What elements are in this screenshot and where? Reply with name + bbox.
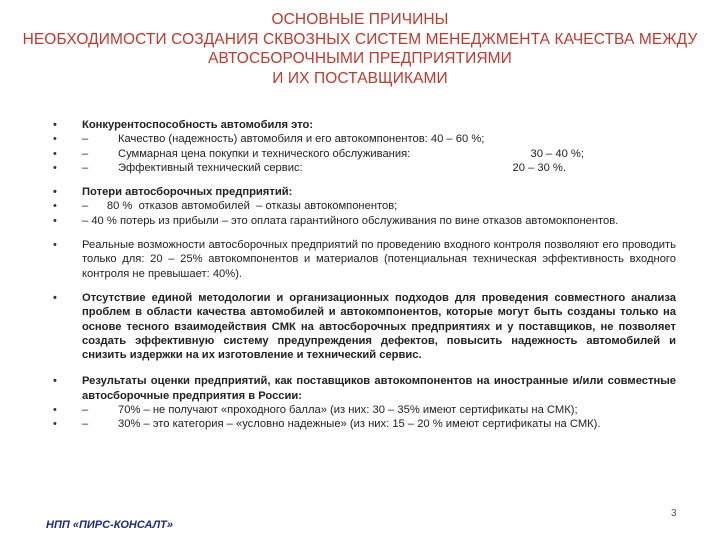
block-supplier-results [46,374,676,431]
dash-marker: • – [82,161,89,174]
competitiveness-heading: • Конкурентоспособность автомобиля это: [46,118,676,132]
losses-heading: • Потери автосборочных предприятий: [46,185,676,199]
block-losses [46,185,676,228]
list-item [46,147,676,161]
item-text: Эффективный технический сервис: [118,161,303,174]
slide-content [46,118,676,442]
title-line-4: И ИХ ПОСТАВЩИКАМИ [272,69,448,87]
item-text: Качество (надежность) автомобиля и его автокомпонентов: 40 – 60 %; [118,133,485,146]
page-number: 3 [671,508,677,519]
incoming-control-text: • Реальные возможности автосборочных предприятий по проведению входного контроля позволяют его проводить только для: 20 – 25% автокомпонентов и материалов (потенциальная техническая эффективность входного контроля не превышает: 40%). [46,238,676,281]
list-item [46,161,676,175]
list-item: • – 80 % отказов автомобилей – отказы автокомпонентов; [46,199,676,213]
item-value: 30 – 40 %; [530,147,584,160]
supplier-results-heading: • Результаты оценки предприятий, как поставщиков автокомпонентов на иностранные и/или совместные автосборочные предприятия в России: [46,374,676,403]
item-text: Суммарная цена покупки и технического обслуживания: [118,147,411,160]
slide-title [0,10,720,88]
list-item [46,132,676,146]
list-item [46,417,676,431]
dash-marker: • – [82,133,89,146]
block-competitiveness [46,118,676,175]
block-methodology [46,291,676,362]
company-brand: НПП «ПИРС-КОНСАЛТ» [46,519,173,531]
list-item [46,403,676,417]
title-line-2: НЕОБХОДИМОСТИ СОЗДАНИЯ СКВОЗНЫХ СИСТЕМ МЕНЕДЖМЕНТА КАЧЕСТВА МЕЖДУ [22,30,698,48]
item-value: 20 – 30 %. [512,161,566,174]
dash-marker: • – [82,404,89,417]
item-text: 30% – это категория – «условно надежные» (из них: 15 – 20 % имеют сертификаты на СМК). [118,418,601,431]
dash-marker: • – [82,147,89,160]
item-text: 70% – не получают «проходного балла» (из них: 30 – 35% имеют сертификаты на СМК); [118,404,578,417]
block-incoming-control [46,238,676,281]
methodology-text: • Отсутствие единой методологии и организационных подходов для проведения совместного анализа проблем в области качества автомобилей и автокомпонентов, которые могут быть созданы только на основе тесного взаимодействия СМК на автосборочных предприятиях и у поставщиков, не позволяет создать эффективную систему предупреждения дефектов, повысить надежность автомобилей и снизить издержки на их изготовление и технический сервис. [46,291,676,362]
title-line-3: АВТОСБОРОЧНЫМИ ПРЕДПРИЯТИЯМИ [208,50,512,67]
title-line-1: ОСНОВНЫЕ ПРИЧИНЫ [271,11,449,28]
list-item: • – 40 % потерь из прибыли – это оплата гарантийного обслуживания по вине отказов автомокпонентов. [46,214,676,228]
dash-marker: • – [82,418,89,431]
